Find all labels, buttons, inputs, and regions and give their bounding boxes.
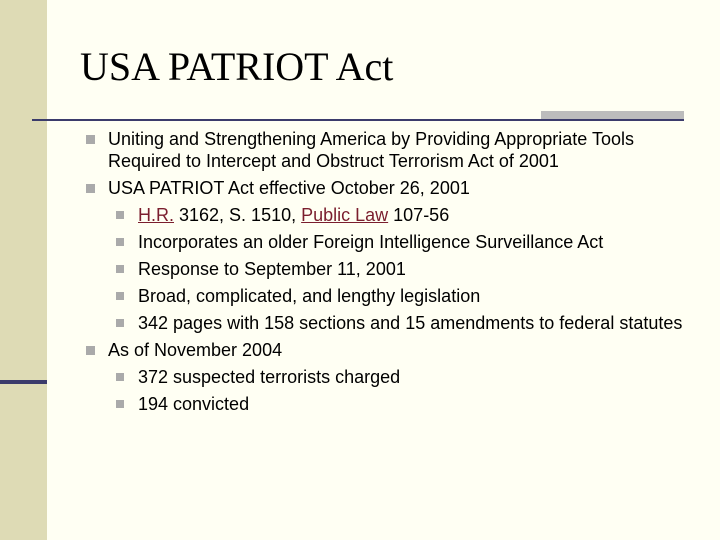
sub-bullet-item — [86, 393, 686, 415]
left-band-divider — [0, 380, 47, 384]
sub-bullet-item — [86, 258, 686, 280]
square-bullet-icon — [116, 211, 124, 219]
square-bullet-icon — [116, 319, 124, 327]
title-rule-accent — [541, 111, 684, 119]
sub-bullet-text: 342 pages with 158 sections and 15 amendments to federal statutes — [138, 313, 683, 333]
hr-link[interactable]: H.R. — [138, 205, 174, 225]
sub-bullet-text: 194 convicted — [138, 394, 250, 414]
bill-number-text: 3162, S. 1510, — [174, 205, 302, 225]
sub-bullet-bill-numbers — [86, 204, 686, 226]
slide-body — [86, 128, 686, 420]
square-bullet-icon — [116, 265, 124, 273]
square-bullet-icon — [116, 373, 124, 381]
bullet-text: USA PATRIOT Act effective October 26, 2001 — [108, 178, 470, 198]
sub-bullet-text: 372 suspected terrorists charged — [138, 367, 401, 387]
bullet-effective-date — [86, 177, 686, 199]
square-bullet-icon — [86, 135, 95, 144]
sub-bullet-item — [86, 231, 686, 253]
square-bullet-icon — [116, 400, 124, 408]
public-law-link[interactable]: Public Law — [301, 205, 389, 225]
square-bullet-icon — [116, 292, 124, 300]
square-bullet-icon — [86, 184, 95, 193]
sub-bullet-item — [86, 312, 686, 334]
sub-bullet-text: Response to September 11, 2001 — [138, 259, 406, 279]
sub-bullet-item — [86, 285, 686, 307]
left-decorative-band — [0, 0, 47, 540]
bullet-text: As of November 2004 — [108, 340, 283, 360]
title-rule — [32, 119, 684, 121]
sub-bullet-item — [86, 366, 686, 388]
acronym-expansion: Uniting and Strengthening America by Providing Appropriate Tools Required to Intercept and Obstruct Terrorism Act of 2001 — [108, 129, 634, 171]
sub-bullet-text: Incorporates an older Foreign Intelligence Surveillance Act — [138, 232, 604, 252]
square-bullet-icon — [116, 238, 124, 246]
public-law-number: 107-56 — [388, 205, 450, 225]
bullet-as-of-date — [86, 339, 686, 361]
square-bullet-icon — [86, 346, 95, 355]
bullet-acronym — [86, 128, 686, 172]
slide-title: USA PATRIOT Act — [80, 44, 394, 89]
sub-bullet-text: Broad, complicated, and lengthy legislation — [138, 286, 481, 306]
